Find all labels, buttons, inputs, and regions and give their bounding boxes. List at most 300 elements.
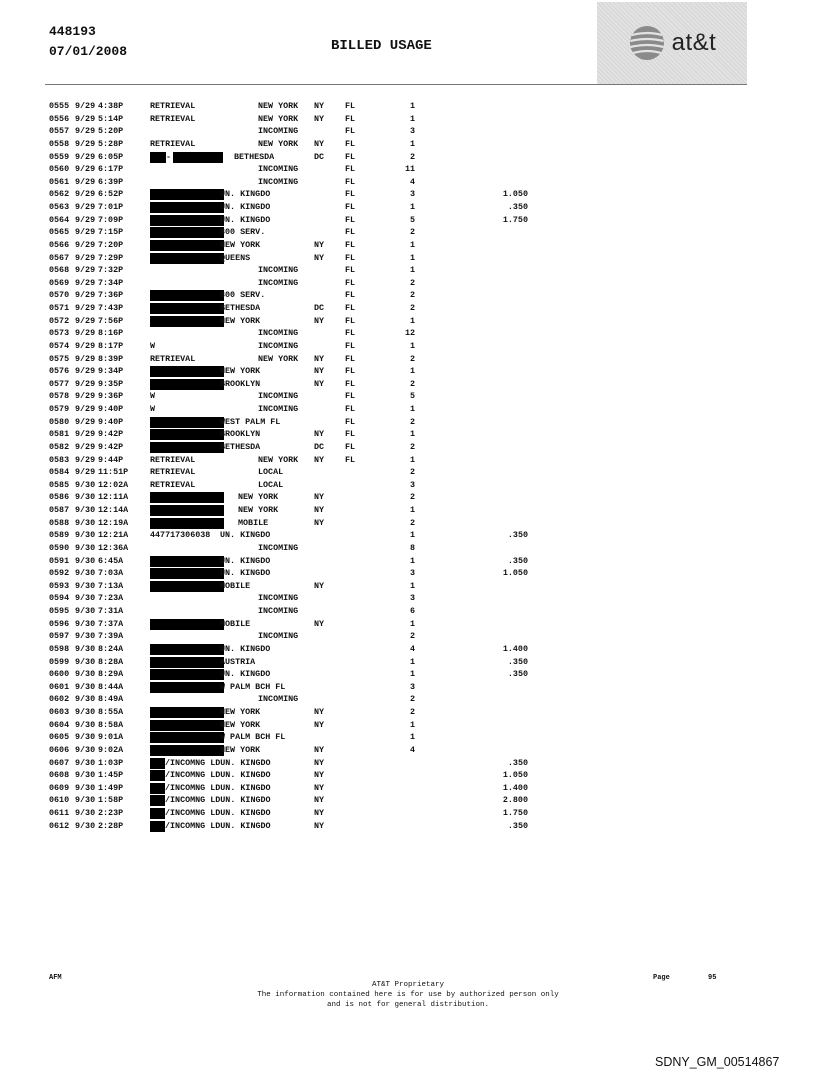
call-place: INCOMING <box>258 404 299 414</box>
table-row <box>0 782 816 795</box>
call-description: RETRIEVAL <box>150 353 196 364</box>
call-time: 6:39P <box>98 176 124 187</box>
call-minutes: 3 <box>409 126 415 137</box>
table-row <box>0 466 816 479</box>
service-code: FL <box>345 214 356 225</box>
table-row <box>0 365 816 378</box>
call-state: NY <box>314 492 325 503</box>
call-time: 7:43P <box>98 303 124 313</box>
call-description: RETRIEVAL <box>150 454 196 465</box>
call-time: 8:29A <box>98 669 124 680</box>
call-state: NY <box>314 707 325 717</box>
call-time: 8:49A <box>98 694 124 705</box>
service-code: FL <box>345 176 356 187</box>
call-minutes: 6 <box>409 606 415 616</box>
table-row <box>0 100 816 113</box>
table-row <box>0 731 816 744</box>
call-minutes: 11 <box>404 164 415 175</box>
sequence-number: 0599 <box>49 656 70 667</box>
table-row <box>0 403 816 416</box>
call-minutes: 1 <box>409 404 415 414</box>
call-state: NY <box>314 101 325 111</box>
redaction-bar <box>150 821 165 832</box>
redaction-bar <box>150 189 224 200</box>
table-row <box>0 176 816 189</box>
call-charge: .350 <box>507 202 528 212</box>
table-row <box>0 592 816 605</box>
call-state: NY <box>314 782 325 793</box>
call-date: 9/29 <box>75 340 96 351</box>
call-minutes: 3 <box>409 479 415 490</box>
sequence-number: 0580 <box>49 416 70 427</box>
table-row <box>0 163 816 176</box>
call-date: 9/29 <box>75 290 96 301</box>
call-time: 8:39P <box>98 353 124 364</box>
call-minutes: 2 <box>409 492 415 503</box>
call-time: 2:23P <box>98 808 124 818</box>
table-row <box>0 491 816 504</box>
table-row <box>0 656 816 669</box>
call-time: 9:42P <box>98 429 124 440</box>
call-place: WEST PALM FL <box>220 416 281 427</box>
call-date: 9/29 <box>75 239 96 250</box>
service-code: FL <box>345 252 356 263</box>
service-code: FL <box>345 366 356 377</box>
call-place: NEW YORK <box>258 454 299 465</box>
table-row <box>0 757 816 770</box>
table-row <box>0 618 816 631</box>
redaction-bar <box>150 379 224 390</box>
redaction-bar <box>150 417 224 428</box>
sequence-number: 0568 <box>49 265 70 276</box>
service-code: FL <box>345 277 356 288</box>
call-place: UN. KINGDO <box>220 530 271 541</box>
call-description: /INCOMNG LDUN. KINGDO <box>165 757 271 768</box>
sequence-number: 0557 <box>49 126 70 137</box>
table-row <box>0 580 816 593</box>
sequence-number: 0605 <box>49 732 70 743</box>
call-minutes: 2 <box>409 707 415 717</box>
sequence-number: 0600 <box>49 669 70 680</box>
table-row <box>0 151 816 164</box>
redaction-bar <box>150 568 224 579</box>
call-time: 9:34P <box>98 366 124 377</box>
call-time: 5:14P <box>98 113 124 124</box>
call-place: INCOMING <box>258 694 299 705</box>
call-date: 9/30 <box>75 656 96 667</box>
call-minutes: 1 <box>409 618 415 629</box>
sequence-number: 0598 <box>49 643 70 654</box>
call-state: NY <box>314 239 325 250</box>
call-charge: .350 <box>507 757 528 768</box>
table-row <box>0 769 816 782</box>
call-place: LOCAL <box>258 479 284 490</box>
call-time: 6:05P <box>98 151 124 162</box>
call-time: 12:19A <box>98 517 129 528</box>
sequence-number: 0606 <box>49 744 70 755</box>
call-date: 9/30 <box>75 555 96 566</box>
call-date: 9/30 <box>75 505 96 515</box>
sequence-number: 0584 <box>49 467 70 478</box>
call-place: NEW YORK <box>258 101 299 111</box>
call-time: 8:24A <box>98 643 124 654</box>
proprietary-label: AT&T Proprietary <box>371 981 444 989</box>
call-place: UN. KINGDO <box>220 189 271 200</box>
sequence-number: 0609 <box>49 782 70 793</box>
call-minutes: 1 <box>409 252 415 263</box>
redaction-bar <box>173 152 223 163</box>
table-row <box>0 643 816 656</box>
call-place: BROOKLYN <box>220 378 261 389</box>
call-state: NY <box>314 315 325 326</box>
call-date: 9/29 <box>75 202 96 212</box>
logo-text: at&t <box>671 29 717 56</box>
call-time: 7:09P <box>98 214 124 225</box>
service-code: FL <box>345 378 356 389</box>
call-place: UN. KINGDO <box>220 669 271 680</box>
call-time: 9:40P <box>98 416 124 427</box>
call-description: RETRIEVAL <box>150 101 196 111</box>
call-description: /INCOMNG LDUN. KINGDO <box>165 820 271 831</box>
call-time: 8:55A <box>98 707 124 717</box>
call-charge: 1.400 <box>502 782 528 793</box>
call-place: INCOMING <box>258 265 299 276</box>
call-time: 12:21A <box>98 530 129 541</box>
sequence-number: 0561 <box>49 176 70 187</box>
call-place: INCOMING <box>258 606 299 616</box>
call-time: 8:28A <box>98 656 124 667</box>
redaction-bar <box>150 657 224 668</box>
redaction-bar <box>150 783 165 794</box>
call-date: 9/30 <box>75 681 96 692</box>
call-date: 9/29 <box>75 366 96 377</box>
call-date: 9/30 <box>75 631 96 642</box>
call-time: 6:52P <box>98 189 124 200</box>
call-time: 7:29P <box>98 252 124 263</box>
table-row <box>0 138 816 151</box>
call-place: UN. KINGDO <box>220 555 271 566</box>
sequence-number: 0559 <box>49 151 70 162</box>
call-state: NY <box>314 580 325 591</box>
sequence-number: 0603 <box>49 707 70 717</box>
call-date: 9/29 <box>75 391 96 402</box>
sequence-number: 0585 <box>49 479 70 490</box>
call-date: 9/29 <box>75 441 96 452</box>
redaction-bar <box>150 202 224 213</box>
call-date: 9/29 <box>75 214 96 225</box>
call-date: 9/29 <box>75 113 96 124</box>
call-place: INCOMING <box>258 631 299 642</box>
call-place: NEW YORK <box>220 366 261 377</box>
table-row <box>0 605 816 618</box>
call-state: NY <box>314 353 325 364</box>
table-row <box>0 719 816 732</box>
call-minutes: 3 <box>409 568 415 579</box>
call-date: 9/30 <box>75 593 96 604</box>
call-time: 12:11A <box>98 492 129 503</box>
call-place: NEW YORK <box>258 113 299 124</box>
call-charge: 2.800 <box>502 795 528 806</box>
redaction-bar <box>150 556 224 567</box>
call-minutes: 1 <box>409 555 415 566</box>
call-time: 6:45A <box>98 555 124 566</box>
call-minutes: 2 <box>409 290 415 301</box>
service-code: FL <box>345 164 356 175</box>
call-state: NY <box>314 757 325 768</box>
call-place: MOBILE <box>220 580 251 591</box>
account-block <box>49 22 127 62</box>
call-place: W PALM BCH FL <box>220 732 286 743</box>
service-code: FL <box>345 416 356 427</box>
table-row <box>0 378 816 391</box>
sequence-number: 0563 <box>49 202 70 212</box>
sequence-number: 0578 <box>49 391 70 402</box>
sequence-number: 0591 <box>49 555 70 566</box>
call-date: 9/30 <box>75 694 96 705</box>
redaction-bar <box>150 758 165 769</box>
redaction-bar <box>150 303 224 314</box>
call-state: NY <box>314 744 325 755</box>
call-place: NEW YORK <box>258 353 299 364</box>
call-time: 7:20P <box>98 239 124 250</box>
call-time: 9:40P <box>98 404 124 414</box>
call-state: NY <box>314 820 325 831</box>
call-minutes: 4 <box>409 176 415 187</box>
call-date: 9/29 <box>75 315 96 326</box>
call-minutes: 2 <box>409 277 415 288</box>
table-row <box>0 794 816 807</box>
sequence-number: 0594 <box>49 593 70 604</box>
call-place: INCOMING <box>258 164 299 175</box>
sequence-number: 0579 <box>49 404 70 414</box>
call-place: INCOMING <box>258 391 299 402</box>
call-place: NEW YORK <box>220 239 261 250</box>
call-date: 9/29 <box>75 176 96 187</box>
sequence-number: 0602 <box>49 694 70 705</box>
call-date: 9/29 <box>75 252 96 263</box>
call-state: NY <box>314 770 325 781</box>
redaction-bar <box>150 581 224 592</box>
call-minutes: 1 <box>409 315 415 326</box>
call-date: 9/30 <box>75 618 96 629</box>
call-time: 7:34P <box>98 277 124 288</box>
call-date: 9/29 <box>75 151 96 162</box>
sequence-number: 0595 <box>49 606 70 616</box>
call-place: INCOMING <box>258 542 299 553</box>
sequence-number: 0597 <box>49 631 70 642</box>
call-place: AUSTRIA <box>220 656 256 667</box>
redaction-bar <box>150 253 224 264</box>
sequence-number: 0574 <box>49 340 70 351</box>
call-time: 2:28P <box>98 820 124 831</box>
page-title: BILLED USAGE <box>331 38 432 54</box>
sequence-number: 0555 <box>49 101 70 111</box>
call-state: NY <box>314 366 325 377</box>
service-code: FL <box>345 126 356 137</box>
call-state: NY <box>314 378 325 389</box>
service-code: FL <box>345 441 356 452</box>
sequence-number: 0592 <box>49 568 70 579</box>
call-description: - <box>166 151 172 162</box>
call-minutes: 1 <box>409 732 415 743</box>
sequence-number: 0577 <box>49 378 70 389</box>
call-charge: 1.050 <box>502 189 528 200</box>
call-place: MOBILE <box>220 618 251 629</box>
call-time: 1:58P <box>98 795 124 806</box>
call-date: 9/30 <box>75 808 96 818</box>
table-row <box>0 327 816 340</box>
call-minutes: 1 <box>409 239 415 250</box>
redaction-bar <box>150 240 224 251</box>
call-description: /INCOMNG LDUN. KINGDO <box>165 770 271 781</box>
call-date: 9/30 <box>75 782 96 793</box>
call-description: RETRIEVAL <box>150 467 196 478</box>
call-place: 800 SERV. <box>220 227 266 238</box>
call-state: NY <box>314 454 325 465</box>
call-date: 9/29 <box>75 328 96 339</box>
att-logo <box>597 2 747 84</box>
table-row <box>0 315 816 328</box>
call-place: INCOMING <box>258 593 299 604</box>
call-time: 5:20P <box>98 126 124 137</box>
table-row <box>0 807 816 820</box>
call-time: 11:51P <box>98 467 129 478</box>
sequence-number: 0560 <box>49 164 70 175</box>
sequence-number: 0604 <box>49 719 70 730</box>
call-charge: 1.050 <box>502 770 528 781</box>
call-date: 9/30 <box>75 770 96 781</box>
call-date: 9/30 <box>75 732 96 743</box>
service-code: FL <box>345 454 356 465</box>
call-minutes: 1 <box>409 202 415 212</box>
table-row <box>0 125 816 138</box>
call-time: 8:44A <box>98 681 124 692</box>
call-date: 9/29 <box>75 189 96 200</box>
call-date: 9/30 <box>75 669 96 680</box>
call-minutes: 2 <box>409 517 415 528</box>
call-minutes: 1 <box>409 669 415 680</box>
call-minutes: 1 <box>409 530 415 541</box>
service-code: FL <box>345 290 356 301</box>
bates-number: SDNY_GM_00514867 <box>655 1055 780 1069</box>
redaction-bar <box>150 707 224 718</box>
call-minutes: 8 <box>409 542 415 553</box>
call-minutes: 1 <box>409 101 415 111</box>
call-minutes: 1 <box>409 580 415 591</box>
call-charge: 1.050 <box>502 568 528 579</box>
table-row <box>0 214 816 227</box>
table-row <box>0 277 816 290</box>
sequence-number: 0566 <box>49 239 70 250</box>
redaction-bar <box>150 316 224 327</box>
call-date: 9/30 <box>75 820 96 831</box>
call-description: 447717306038 <box>150 530 211 541</box>
service-code: FL <box>345 340 356 351</box>
call-time: 12:36A <box>98 542 129 553</box>
call-place: BETHESDA <box>234 151 275 162</box>
call-minutes: 5 <box>409 391 415 402</box>
sequence-number: 0583 <box>49 454 70 465</box>
service-code: FL <box>345 239 356 250</box>
service-code: FL <box>345 265 356 276</box>
call-date: 9/29 <box>75 429 96 440</box>
call-date: 9/30 <box>75 757 96 768</box>
table-row <box>0 681 816 694</box>
sequence-number: 0611 <box>49 808 70 818</box>
table-row <box>0 340 816 353</box>
sequence-number: 0586 <box>49 492 70 503</box>
call-minutes: 1 <box>409 719 415 730</box>
table-row <box>0 416 816 429</box>
redaction-bar <box>150 732 224 743</box>
call-time: 9:44P <box>98 454 124 465</box>
call-date: 9/29 <box>75 164 96 175</box>
redaction-bar <box>150 505 224 516</box>
sequence-number: 0612 <box>49 820 70 831</box>
call-date: 9/29 <box>75 454 96 465</box>
call-place: NEW YORK <box>258 138 299 149</box>
call-place: UN. KINGDO <box>220 568 271 579</box>
table-row <box>0 226 816 239</box>
table-row <box>0 353 816 366</box>
redaction-bar <box>150 808 165 819</box>
call-date: 9/29 <box>75 101 96 111</box>
sequence-number: 0607 <box>49 757 70 768</box>
sequence-number: 0601 <box>49 681 70 692</box>
call-description: RETRIEVAL <box>150 113 196 124</box>
call-place: INCOMING <box>258 176 299 187</box>
call-charge: 1.750 <box>502 214 528 225</box>
page-label: Page <box>653 974 670 982</box>
table-row <box>0 706 816 719</box>
call-minutes: 1 <box>409 505 415 515</box>
call-minutes: 2 <box>409 467 415 478</box>
call-time: 8:17P <box>98 340 124 351</box>
call-minutes: 1 <box>409 366 415 377</box>
call-state: NY <box>314 795 325 806</box>
redaction-bar <box>150 644 224 655</box>
call-date: 9/29 <box>75 378 96 389</box>
account-number: 448193 <box>49 24 96 39</box>
call-time: 7:31A <box>98 606 124 616</box>
sequence-number: 0567 <box>49 252 70 263</box>
sequence-number: 0588 <box>49 517 70 528</box>
call-time: 9:36P <box>98 391 124 402</box>
call-date: 9/29 <box>75 353 96 364</box>
call-time: 12:02A <box>98 479 129 490</box>
call-time: 7:13A <box>98 580 124 591</box>
table-row <box>0 302 816 315</box>
sequence-number: 0587 <box>49 505 70 515</box>
sequence-number: 0596 <box>49 618 70 629</box>
redaction-bar <box>150 442 224 453</box>
call-time: 1:49P <box>98 782 124 793</box>
call-time: 7:56P <box>98 315 124 326</box>
call-description: RETRIEVAL <box>150 479 196 490</box>
sequence-number: 0558 <box>49 138 70 149</box>
call-time: 7:23A <box>98 593 124 604</box>
table-row <box>0 820 816 833</box>
call-minutes: 2 <box>409 353 415 364</box>
redaction-bar <box>150 518 224 529</box>
call-time: 5:28P <box>98 138 124 149</box>
header-divider <box>45 84 747 85</box>
call-place: MOBILE <box>238 517 269 528</box>
call-place: NEW YORK <box>220 707 261 717</box>
redaction-bar <box>150 290 224 301</box>
call-time: 9:02A <box>98 744 124 755</box>
call-date: 9/29 <box>75 138 96 149</box>
